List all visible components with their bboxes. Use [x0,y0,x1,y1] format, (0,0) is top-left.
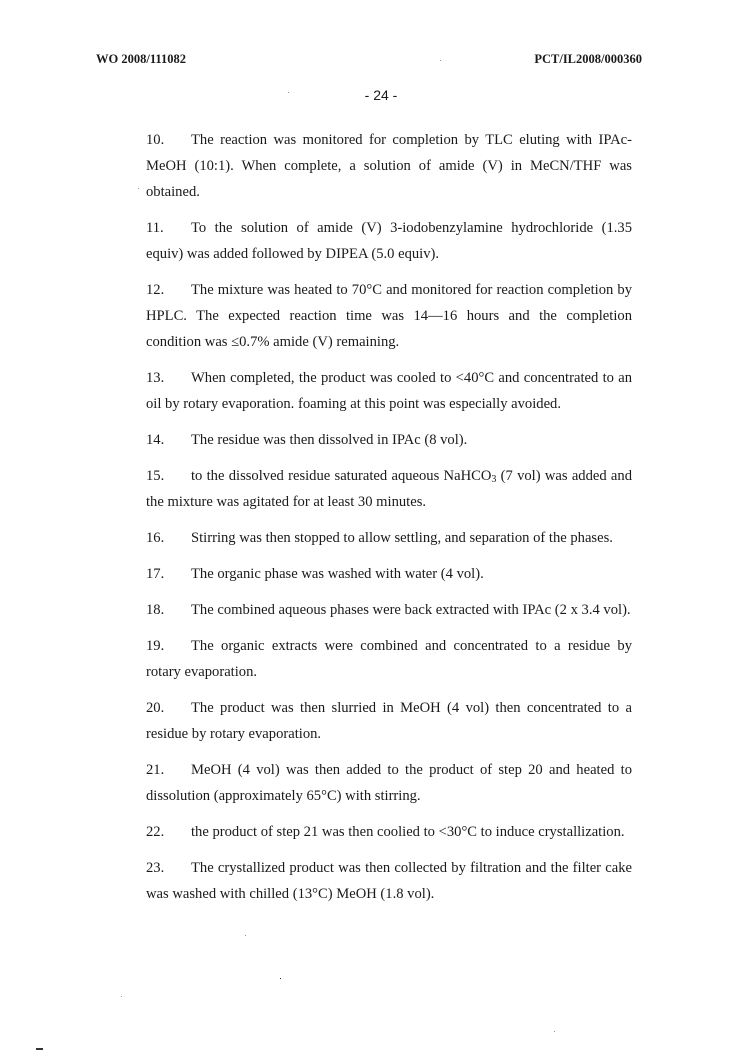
step-text: the product of step 21 was then coolied to <30°C to induce crystallization. [191,824,625,840]
application-number: PCT/IL2008/000360 [534,52,642,66]
scan-speck [554,1031,555,1032]
step-text: When completed, the product was cooled to <40°C and concentrated to an oil by rotary evaporation. foaming at this point was especially avoided. [146,370,632,412]
step-number: 23. [146,860,165,876]
procedure-steps [146,127,632,917]
step-number: 16. [146,530,165,546]
step-number: 11. [146,220,164,236]
step-18 [146,597,632,623]
step-16 [146,525,632,551]
step-12 [146,277,632,355]
step-text: To the solution of amide (V) 3-iodobenzylamine hydrochloride (1.35 equiv) was added followed by DIPEA (5.0 equiv). [146,220,632,262]
subscript: 3 [491,474,497,485]
step-text: The residue was then dissolved in IPAc (8 vol). [191,432,468,448]
step-17 [146,561,632,587]
scan-speck [245,935,246,936]
step-22 [146,819,632,845]
step-11 [146,215,632,267]
step-23 [146,855,632,907]
scan-mark [36,1048,43,1050]
page-number: - 24 - [364,87,398,103]
step-text: The organic phase was washed with water (4 vol). [191,566,484,582]
scan-speck [280,978,281,979]
step-text: The product was then slurried in MeOH (4 vol) then concentrated to a residue by rotary evaporation. [146,700,632,742]
step-number: 17. [146,566,165,582]
step-number: 10. [146,132,165,148]
step-text: MeOH (4 vol) was then added to the product of step 20 and heated to dissolution (approximately 65°C) with stirring. [146,762,632,804]
step-number: 21. [146,762,165,778]
step-14 [146,427,632,453]
scan-speck [288,92,289,93]
step-number: 19. [146,638,165,654]
step-10 [146,127,632,205]
step-15 [146,463,632,515]
step-20 [146,695,632,747]
step-text: The organic extracts were combined and concentrated to a residue by rotary evaporation. [146,638,632,680]
scan-speck [121,996,122,997]
step-number: 15. [146,468,165,484]
step-text: The combined aqueous phases were back extracted with IPAc (2 x 3.4 vol). [191,602,631,618]
step-21 [146,757,632,809]
scan-speck [440,60,441,61]
step-number: 20. [146,700,165,716]
step-number: 14. [146,432,165,448]
publication-number: WO 2008/111082 [96,52,186,66]
step-number: 18. [146,602,165,618]
step-13 [146,365,632,417]
step-text: The crystallized product was then collected by filtration and the filter cake was washed with chilled (13°C) MeOH (1.8 vol). [146,860,632,902]
step-text-continued: (7 vol) was added and the mixture was agitated for at least 30 minutes. [146,468,632,510]
step-number: 12. [146,282,165,298]
step-19 [146,633,632,685]
step-number: 22. [146,824,165,840]
step-text: The reaction was monitored for completion by TLC eluting with IPAc-MeOH (10:1). When complete, a solution of amide (V) in MeCN/THF was obtained. [146,132,632,200]
scan-speck [138,188,139,189]
step-number: 13. [146,370,165,386]
step-text: to the dissolved residue saturated aqueous NaHCO [191,468,492,484]
step-text: The mixture was heated to 70°C and monitored for reaction completion by HPLC. The expected reaction time was 14—16 hours and the completion condition was ≤0.7% amide (V) remaining. [146,282,632,350]
step-text: Stirring was then stopped to allow settling, and separation of the phases. [191,530,613,546]
